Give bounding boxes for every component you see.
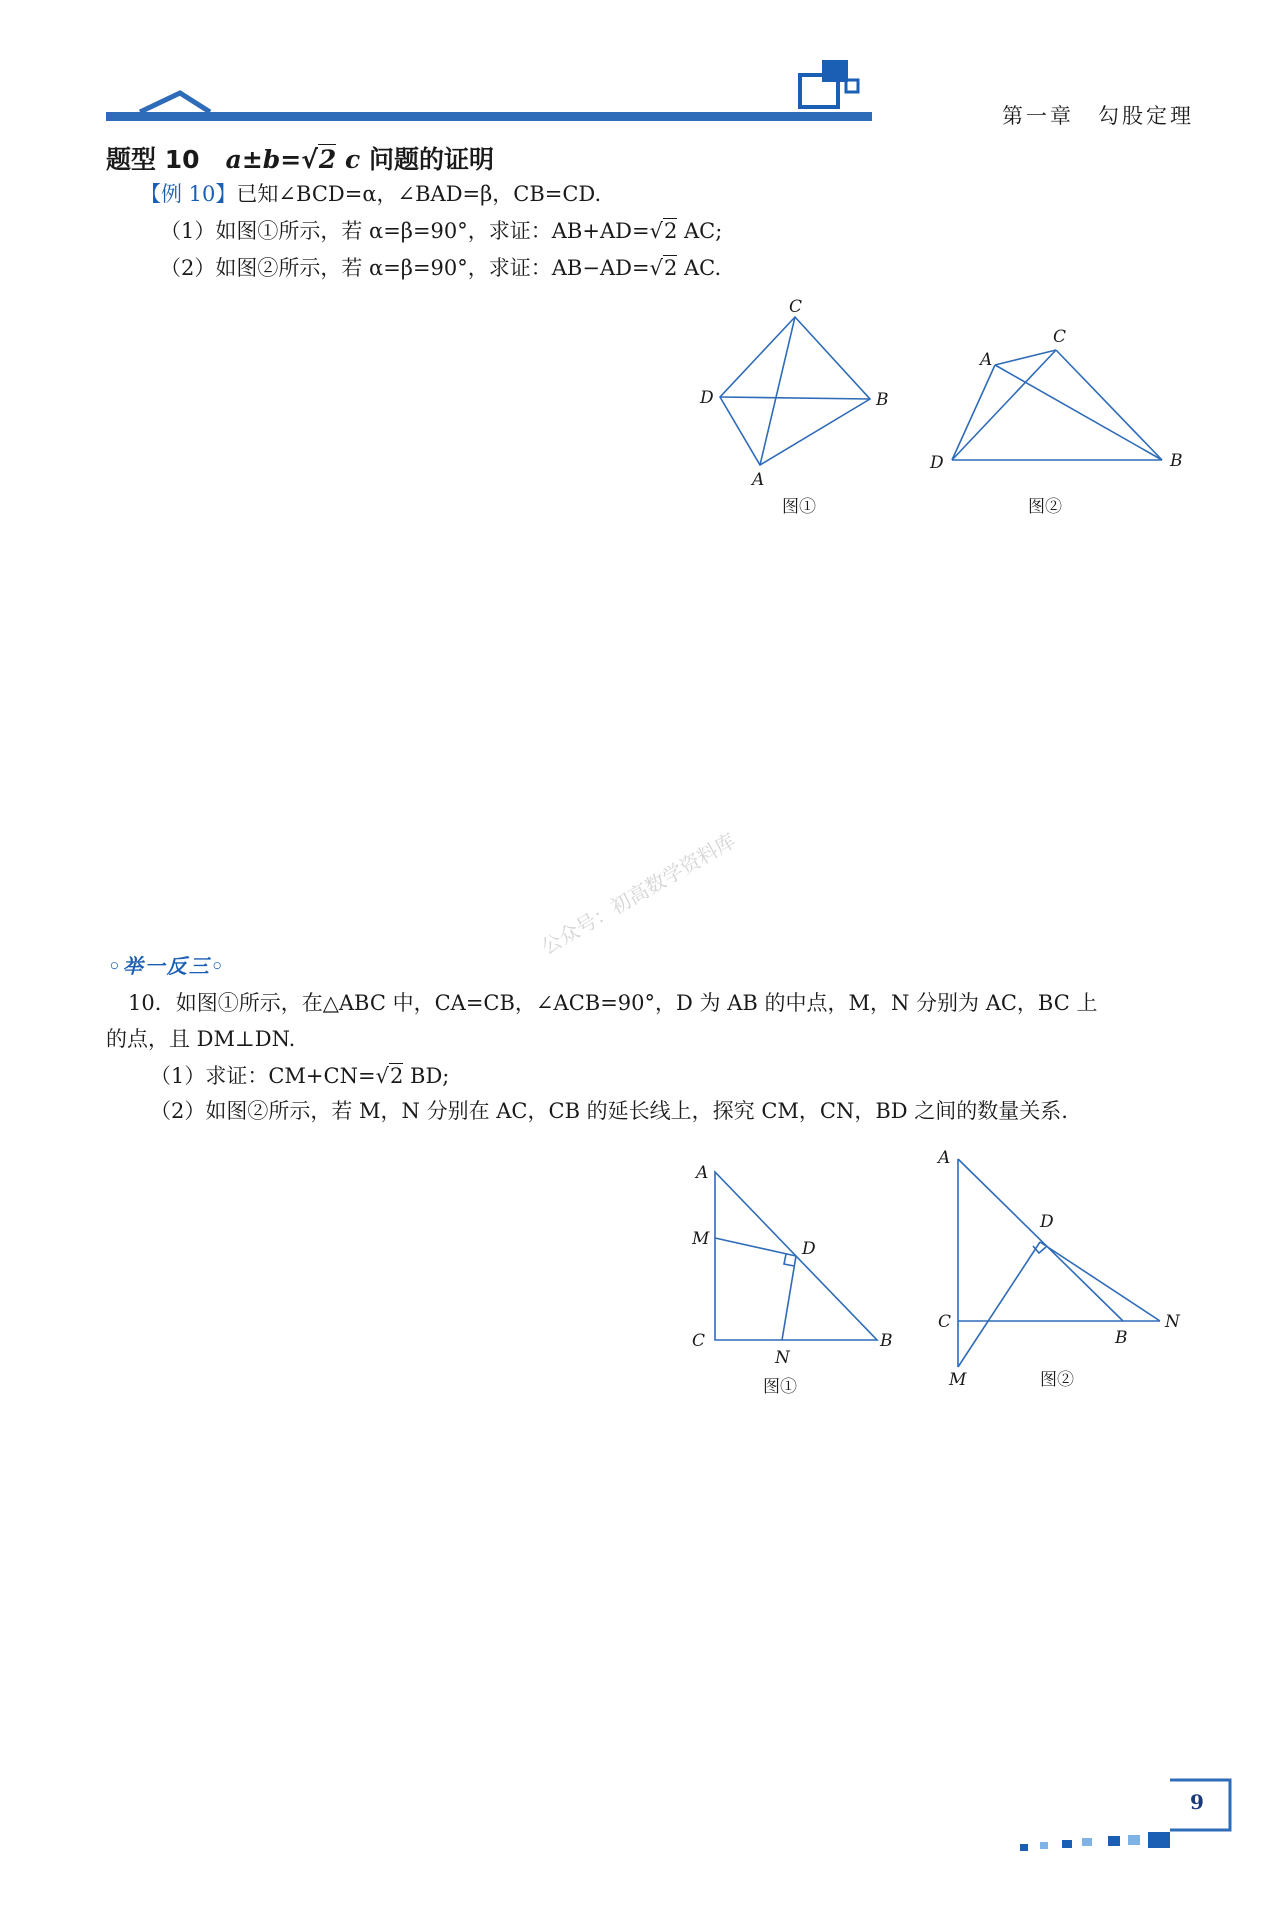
fig1-label-c: C bbox=[789, 297, 803, 317]
fig1-caption: 图① bbox=[782, 497, 816, 517]
practice-q1-text: （1）求证：CM+CN= bbox=[150, 1064, 376, 1088]
fig3-caption: 图① bbox=[763, 1377, 797, 1397]
fig2-label-d: D bbox=[930, 453, 944, 473]
section-formula-tail: 问题的证明 bbox=[368, 145, 494, 174]
fig2-label-b: B bbox=[1170, 451, 1183, 471]
fig3-label-d: D bbox=[802, 1239, 816, 1259]
fig3-label-c: C bbox=[692, 1331, 706, 1351]
example-tag: 【例 10】 bbox=[140, 182, 237, 206]
fig1-label-b: B bbox=[876, 390, 889, 410]
example-q2-root: 2 bbox=[663, 256, 678, 280]
practice-q1-root: 2 bbox=[389, 1064, 404, 1088]
footer-decoration bbox=[1000, 1770, 1280, 1910]
fig2-label-c: C bbox=[1053, 327, 1067, 347]
section-formula-c: c bbox=[345, 145, 361, 174]
fig4-label-c: C bbox=[938, 1312, 952, 1332]
example-given-line bbox=[140, 178, 601, 208]
section-formula-root: 2 bbox=[318, 145, 337, 174]
example-given: 已知∠BCD=α，∠BAD=β，CB=CD. bbox=[236, 182, 602, 206]
fig4-label-a: A bbox=[938, 1148, 951, 1168]
practice-figure-2 bbox=[925, 1145, 1195, 1400]
fig4-label-n: N bbox=[1165, 1312, 1180, 1332]
fig3-label-a: A bbox=[696, 1163, 709, 1183]
watermark: 公众号：初高数学资料库 bbox=[537, 828, 740, 960]
example-q1-root: 2 bbox=[663, 219, 678, 243]
example-q1-suffix: AC; bbox=[677, 219, 723, 243]
example-figure-1 bbox=[690, 295, 910, 525]
example-q1-text: （1）如图①所示，若 α=β=90°，求证：AB+AD= bbox=[160, 219, 650, 243]
chapter-title: 第一章 勾股定理 bbox=[1002, 104, 1194, 128]
example-q2: （2）如图②所示，若 α=β=90°，求证：AB−AD=√2 AC. bbox=[160, 256, 722, 280]
example-q1: （1）如图①所示，若 α=β=90°，求证：AB+AD=√2 AC; bbox=[160, 219, 723, 243]
fig3-label-n: N bbox=[775, 1348, 790, 1368]
fig3-label-m: M bbox=[692, 1229, 710, 1249]
practice-line2: 的点，且 DM⊥DN. bbox=[106, 1027, 296, 1051]
section-title: 题型 10 a±b=√2 c 问题的证明 bbox=[106, 145, 494, 174]
fig2-caption: 图② bbox=[1028, 497, 1062, 517]
fig4-label-b: B bbox=[1115, 1328, 1128, 1348]
fig4-label-m: M bbox=[949, 1370, 967, 1390]
practice-figure-1 bbox=[680, 1160, 900, 1400]
practice-q1-suffix: BD; bbox=[403, 1064, 450, 1088]
example-q2-text: （2）如图②所示，若 α=β=90°，求证：AB−AD= bbox=[160, 256, 650, 280]
fig4-label-d: D bbox=[1040, 1212, 1054, 1232]
practice-q2: （2）如图②所示，若 M，N 分别在 AC，CB 的延长线上，探究 CM，CN，BD 之间的数量关系. bbox=[150, 1099, 1068, 1123]
practice-banner: ◦举一反三◦ bbox=[108, 954, 226, 978]
fig1-label-a: A bbox=[752, 470, 765, 490]
section-formula-lhs: a±b= bbox=[225, 145, 302, 174]
fig1-label-d: D bbox=[700, 388, 714, 408]
fig3-label-b: B bbox=[880, 1331, 893, 1351]
page-number: 9 bbox=[1190, 1790, 1204, 1814]
example-figure-2 bbox=[920, 320, 1190, 520]
practice-q1: （1）求证：CM+CN=√2 BD; bbox=[150, 1064, 450, 1088]
example-q2-suffix: AC. bbox=[677, 256, 722, 280]
fig2-label-a: A bbox=[980, 350, 993, 370]
section-label: 题型 10 bbox=[106, 145, 200, 174]
practice-line1: 10．如图①所示，在△ABC 中，CA=CB，∠ACB=90°，D 为 AB 的中点，M，N 分别为 AC，BC 上 bbox=[128, 991, 1098, 1015]
fig4-caption: 图② bbox=[1040, 1370, 1074, 1390]
